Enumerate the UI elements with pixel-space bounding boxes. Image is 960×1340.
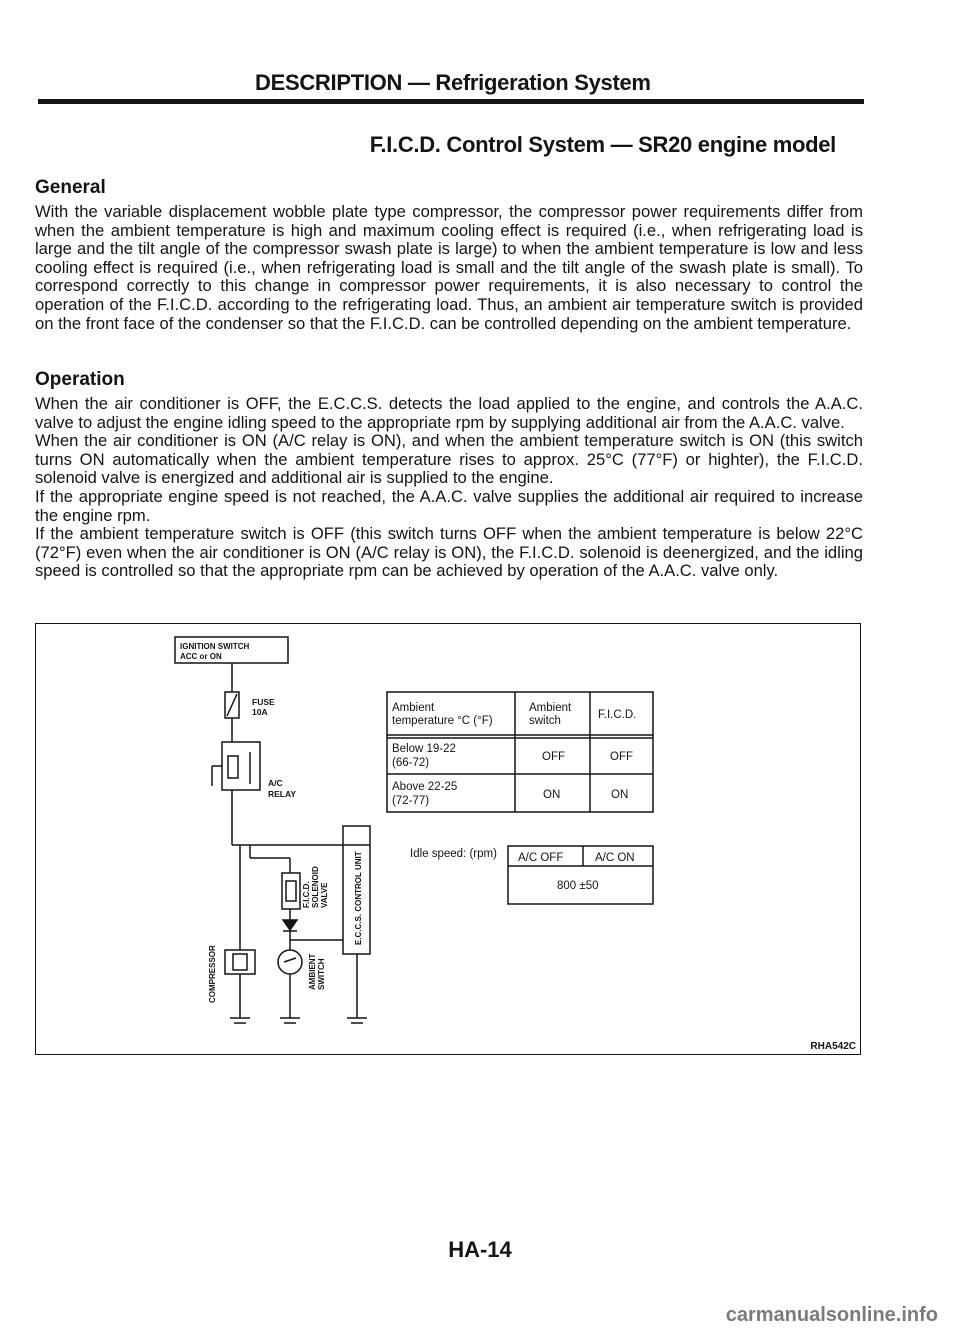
fuse-rating-label: 10A [252,707,268,717]
figure-code: RHA542C [810,1041,856,1052]
table-cell: (66-72) [392,757,430,769]
watermark-text: carmanualsonline.info [725,1304,938,1326]
operation-paragraph: If the appropriate engine speed is not reached, the A.A.C. valve supplies the additional air required to increase the engine rpm. [35,486,863,525]
idle-table-header: A/C ON [595,852,635,864]
ficd-label-2: SOLENOID [311,866,320,908]
idle-table-header: A/C OFF [518,852,564,864]
table-cell: Below 19-22 [392,743,456,755]
eccs-label: E.C.C.S. CONTROL UNIT [354,851,363,945]
table-cell: OFF [542,751,565,763]
ficd-solenoid-symbol [282,873,300,909]
general-heading: General [35,177,106,198]
table-header: Ambient [392,702,435,714]
table-cell: ON [543,789,561,801]
table-header: Ambient [529,702,572,714]
table-cell: OFF [610,751,633,763]
operation-paragraph: When the air conditioner is OFF, the E.C.C.S. detects the load applied to the engine, and controls the A.A.C. valve to adjust the engine idling speed to the appropriate rpm by supplying additional air from the A.A.C. valve. [35,394,863,432]
table-cell: ON [611,789,629,801]
page-number: HA-14 [448,1237,512,1262]
operation-paragraph: If the ambient temperature switch is OFF (this switch turns OFF when the ambient temperature is below 22°C (72°F) even when the air conditioner is ON (A/C relay is ON), the F.I.C.D. solenoid is deenergized, and the idling speed is controlled so that the appropriate rpm can be achieved by operation of the A.A.C. valve only. [35,524,863,581]
ambient-switch-label-2: SWITCH [317,958,326,990]
table-header: F.I.C.D. [598,709,637,721]
relay-label-2: RELAY [268,789,297,799]
page-header-title: DESCRIPTION — Refrigeration System [255,70,651,95]
table-cell: Above 22-25 [392,781,458,793]
section-title: F.I.C.D. Control System — SR20 engine model [369,132,836,157]
idle-speed-value: 800 ±50 [557,880,599,892]
general-text: With the variable displacement wobble plate type compressor, the compressor power requirements differ from when the ambient temperature is high and maximum cooling effect is required (i.e., when refrigerating load is large and the tilt angle of the compressor swash plate is large) to when the ambient temperature is low and less cooling effect is required (i.e., when refrigerating load is small and the tilt angle of the swash plate is small). To correspond correctly to this change in compressor power requirements, it is also necessary to control the operation of the F.I.C.D. according to the refrigerating load. Thus, an ambient air temperature switch is provided on the front face of the condenser so that the F.I.C.D. can be controlled depending on the ambient temperature. [35,202,863,333]
ficd-label-3: VALVE [320,882,329,908]
table-header: temperature °C (°F) [392,715,493,727]
ignition-switch-label: IGNITION SWITCH [180,642,250,651]
compressor-label: COMPRESSOR [208,945,217,1003]
relay-label: A/C [268,778,283,788]
fuse-label: FUSE [252,697,275,707]
table-header: switch [529,715,561,727]
ficd-label: F.I.C.D. [302,881,311,908]
ignition-switch-mode-label: ACC or ON [180,652,222,661]
ambient-switch-symbol [278,950,302,974]
idle-speed-label: Idle speed: (rpm) [410,848,497,860]
ambient-switch-label: AMBIENT [308,953,317,990]
operation-heading: Operation [35,369,125,390]
operation-paragraph: When the air conditioner is ON (A/C relay is ON), and when the ambient temperature switch is ON (this switch turns ON automatically when the ambient temperature rises to approx. 25°C (77°F) or highter), the F.I.C.D. solenoid valve is energized and additional air is supplied to the engine. [35,431,863,488]
table-cell: (72-77) [392,795,430,807]
